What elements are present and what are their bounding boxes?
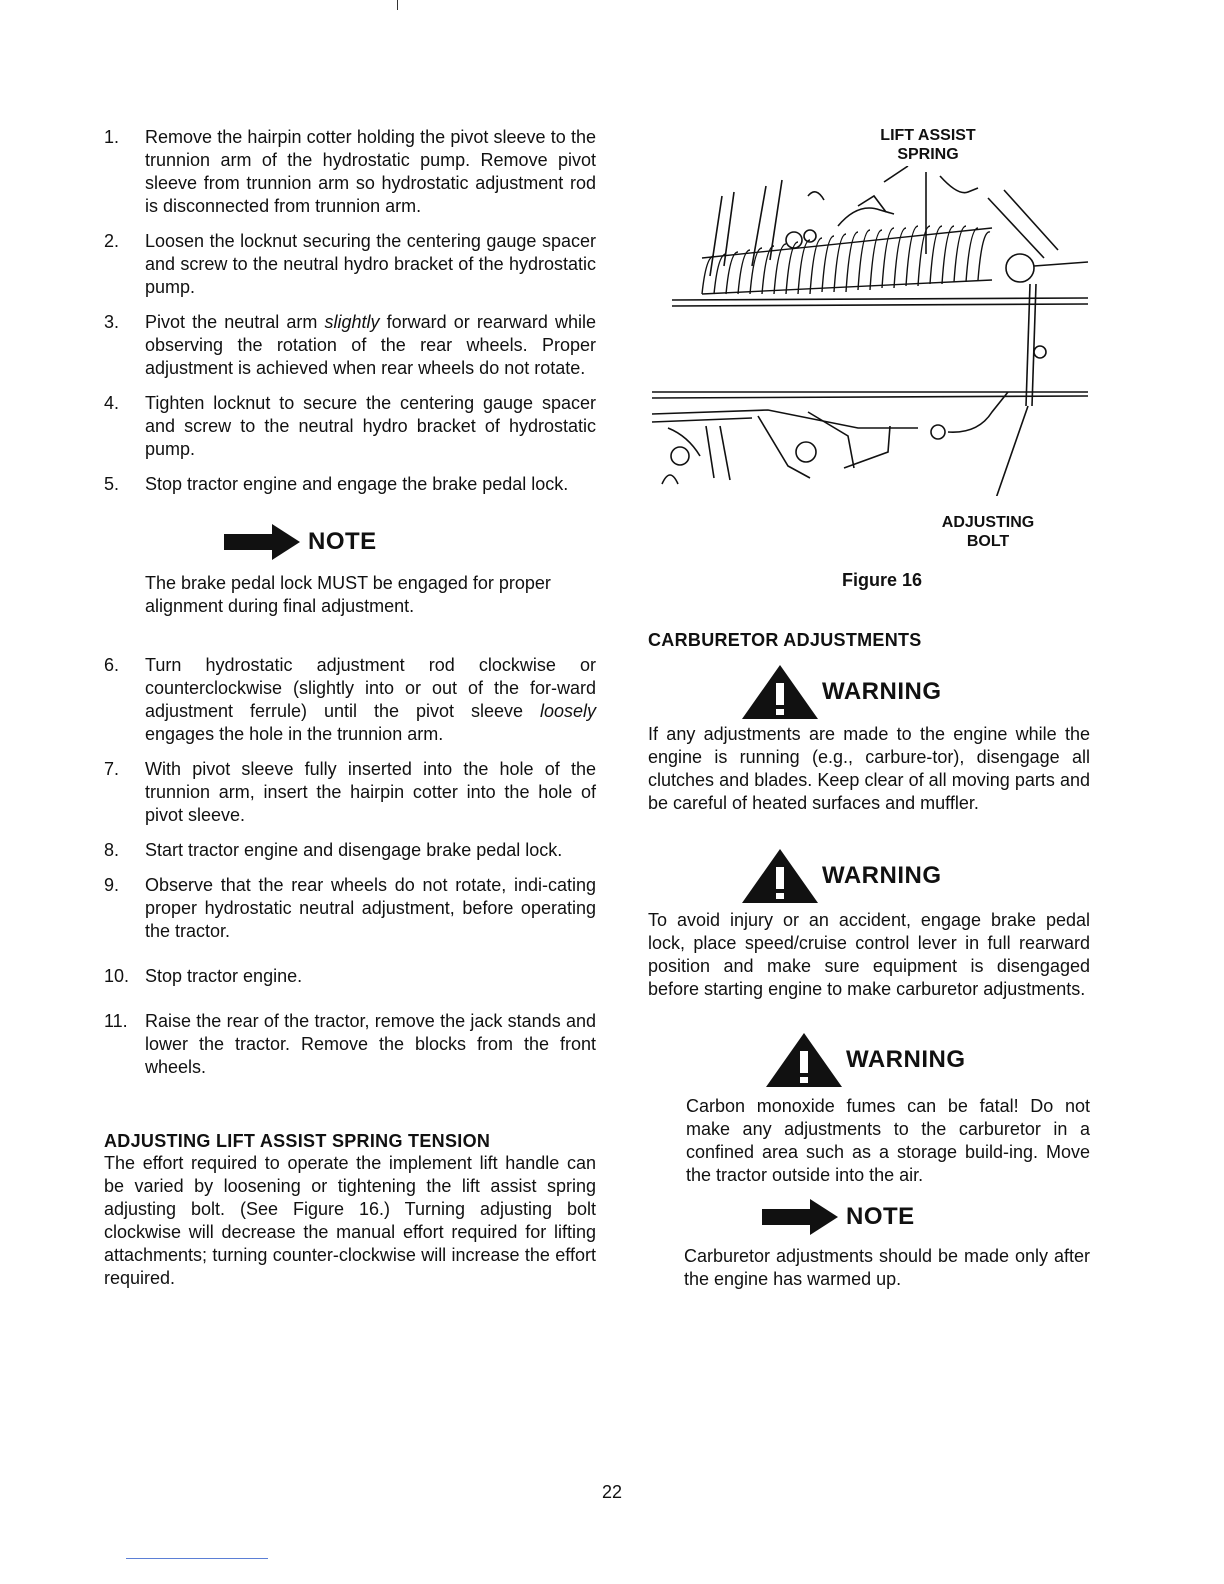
top-scan-mark: [397, 0, 398, 10]
note-block-brake: [104, 522, 596, 618]
page-number: 22: [601, 1482, 623, 1502]
note-heading-carburetor: [762, 1197, 1090, 1237]
step-number: 1.: [104, 127, 120, 147]
step-5: [104, 473, 596, 496]
step-text-part: Pivot the neutral arm: [145, 312, 325, 332]
right-column: [648, 126, 1090, 1291]
step-number: 6.: [104, 655, 120, 675]
step-text: Tighten locknut to secure the centering gauge spacer and screw to the neutral hydro bracket of hydrostatic pump.: [145, 393, 596, 459]
lift-assist-paragraph: The effort required to operate the implement lift handle can be varied by loosening or tightening the lift assist spring adjusting bolt. (See Figure 16.) Turning adjusting bolt clockwise will decrease the manual effort required for lifting attachments; turning counter-clockwise will increase the effort required.: [104, 1153, 596, 1288]
step-number: 10.: [104, 966, 130, 986]
label-line: BOLT: [966, 533, 1010, 550]
step-text: Observe that the rear wheels do not rotate, indi-cating proper hydrostatic neutral adjustment, before operating the tractor.: [145, 875, 596, 941]
section-title-lift-assist: ADJUSTING LIFT ASSIST SPRING TENSION: [104, 1131, 491, 1151]
warning-triangle-icon: [742, 665, 818, 719]
step-11: [104, 1010, 596, 1079]
step-number: 11.: [104, 1011, 128, 1031]
step-number: 5.: [104, 474, 120, 494]
warning-heading-3: [766, 1035, 1090, 1085]
note-heading: [224, 522, 596, 562]
warning-label: WARNING: [846, 1046, 966, 1073]
step-text: Stop tractor engine.: [145, 966, 303, 986]
note-text-carburetor: Carburetor adjustments should be made only after the engine has warmed up.: [684, 1246, 1090, 1289]
step-text: Loosen the locknut securing the centering gauge spacer and screw to the neutral hydro bracket of the hydrostatic pump.: [145, 231, 596, 297]
step-9: [104, 874, 596, 943]
step-text: Raise the rear of the tractor, remove the jack stands and lower the tractor. Remove the blocks from the front wheels.: [145, 1011, 596, 1077]
bottom-rule: [126, 1558, 268, 1559]
warning-triangle-icon: [742, 849, 818, 903]
warning-triangle-icon: [766, 1033, 842, 1087]
warning-heading-1: [742, 667, 1090, 717]
step-text-emphasis: loosely: [539, 701, 596, 721]
note-label: NOTE: [308, 528, 377, 555]
label-adjusting-bolt: [918, 513, 1058, 551]
step-text: Stop tractor engine and engage the brake pedal lock.: [145, 474, 569, 494]
section-title-carburetor: CARBURETOR ADJUSTMENTS: [648, 630, 922, 650]
label-line: ADJUSTING: [941, 514, 1035, 531]
step-8: [104, 839, 596, 862]
step-1: [104, 126, 596, 218]
warning-text-1: If any adjustments are made to the engine while the engine is running (e.g., carbure-tor), disengage all clutches and blades. Keep clear of all moving parts and be careful of heated surfaces and muffler.: [648, 724, 1090, 813]
step-text-part: Turn hydrostatic adjustment rod clockwise or counterclockwise (slightly into or out of the for-ward adjustment ferrule) until the pivot sleeve: [145, 655, 596, 721]
step-number: 7.: [104, 759, 120, 779]
step-text: [145, 311, 596, 380]
step-4: [104, 392, 596, 461]
step-7: [104, 758, 596, 827]
step-text: [145, 654, 596, 746]
step-number: 3.: [104, 312, 120, 332]
step-10: [104, 965, 596, 988]
left-column: [104, 126, 596, 1290]
step-number: 8.: [104, 840, 120, 860]
warning-text-2: To avoid injury or an accident, engage brake pedal lock, place speed/cruise control lever in full rearward position and make sure equipment is disengaged before starting engine to make carburetor adjustments.: [648, 910, 1090, 999]
step-text-part: forward or rearward while observing the rotation of the rear wheels. Proper adjustment is achieved when rear wheels do not rotate.: [145, 312, 596, 378]
step-2: [104, 230, 596, 299]
warning-label: WARNING: [822, 678, 942, 705]
step-text: With pivot sleeve fully inserted into the hole of the trunnion arm, insert the hairpin cotter into the hole of pivot sleeve.: [145, 759, 596, 825]
step-6: [104, 654, 596, 746]
step-text: Remove the hairpin cotter holding the pivot sleeve to the trunnion arm of the hydrostatic pump. Remove pivot sleeve from trunnion arm so hydrostatic adjustment rod is disconnected from trunnion arm.: [145, 127, 596, 216]
step-number: 9.: [104, 875, 120, 895]
note-text: The brake pedal lock MUST be engaged for proper alignment during final adjustment.: [145, 573, 551, 616]
warning-text-3: Carbon monoxide fumes can be fatal! Do not make any adjustments to the carburetor in a confined area such as a storage build-ing. Move the tractor outside into the air.: [686, 1096, 1090, 1185]
warning-heading-2: [742, 851, 1090, 901]
label-line: LIFT ASSIST: [880, 127, 976, 144]
step-text-emphasis: slightly: [324, 312, 380, 332]
figure-caption: Figure 16: [842, 570, 923, 590]
arrow-right-icon: [224, 522, 300, 562]
label-lift-assist-spring: [858, 126, 998, 164]
figure-16: [648, 126, 1090, 590]
lift-assist-spring-drawing: [648, 166, 1090, 496]
step-text: Start tractor engine and disengage brake pedal lock.: [145, 840, 563, 860]
step-text-part: engages the hole in the trunnion arm.: [145, 724, 444, 744]
note-label: NOTE: [846, 1203, 915, 1230]
step-3: [104, 311, 596, 380]
step-number: 2.: [104, 231, 120, 251]
label-line: SPRING: [897, 146, 959, 163]
step-number: 4.: [104, 393, 120, 413]
arrow-right-icon: [762, 1197, 838, 1237]
warning-label: WARNING: [822, 862, 942, 889]
